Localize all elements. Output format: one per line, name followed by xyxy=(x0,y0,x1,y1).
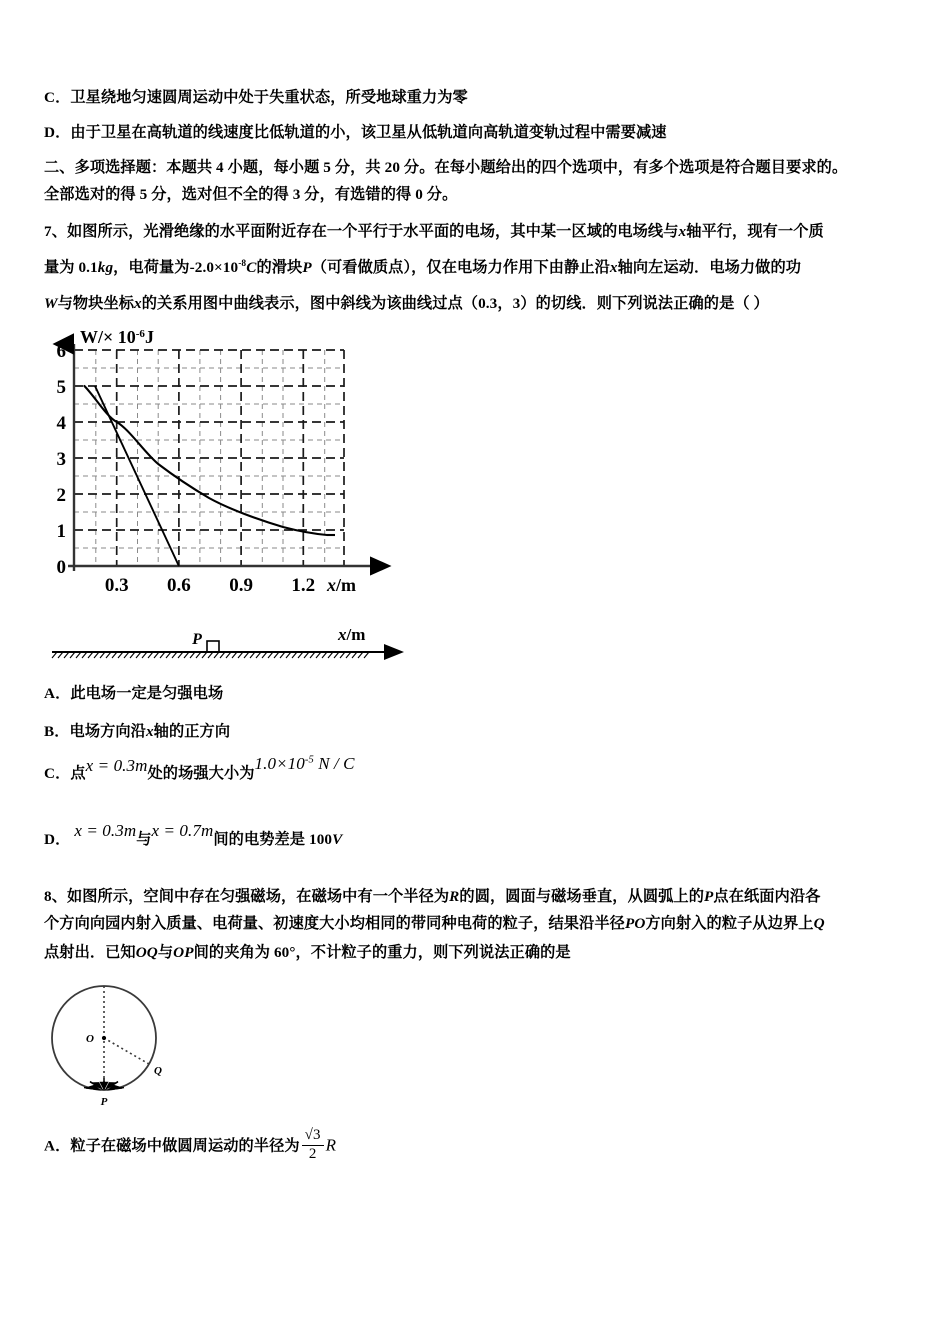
question8-stem-line3 xyxy=(44,944,571,962)
center-point-o xyxy=(102,1036,106,1040)
q7-stem-1-x: x xyxy=(678,223,687,240)
q7-option-c-text-b: 处的场强大小为 xyxy=(147,765,255,782)
q7-option-d-text-a: 与 xyxy=(136,831,152,848)
label-p: P xyxy=(100,1096,108,1108)
chart-svg xyxy=(44,326,394,616)
radius-oq-dotted xyxy=(104,1038,149,1064)
x-tick-0.3: 0.3 xyxy=(104,575,129,596)
q7-option-a xyxy=(44,685,223,703)
q7-option-c xyxy=(44,754,355,783)
q8-option-a-R: R xyxy=(325,1135,337,1155)
prev-option-c xyxy=(44,89,468,107)
q7-stem-1b: 轴平行，现有一个质 xyxy=(686,223,824,240)
q7-option-c-math2-mant: 1.0×10 xyxy=(254,754,305,773)
q7-option-c-math1: x = 0.3m xyxy=(85,756,148,775)
prev-option-d-letter: D． xyxy=(44,124,71,141)
q7-option-b-text-b: 轴的正方向 xyxy=(153,723,231,740)
ground-svg xyxy=(44,612,444,674)
y-tick-6: 6 xyxy=(56,341,66,362)
q8-stem-1-P: P xyxy=(704,888,714,905)
q7-option-b-text-a: 电场方向沿 xyxy=(69,723,146,740)
y-axis-title: $W/\times 10^{-6}J$ xyxy=(80,327,154,347)
q8-stem-1b: 的圆，圆面与磁场垂直，从圆弧上的 xyxy=(459,888,705,905)
question8-stem-line1 xyxy=(44,888,820,906)
q7-option-c-math2-exp: -5 xyxy=(304,754,314,766)
block-p xyxy=(207,641,219,652)
q7-stem-2-kg: kg xyxy=(97,259,114,276)
magnetic-field-circle-diagram xyxy=(46,978,276,1108)
q8-stem-3-OQ: OQ xyxy=(135,944,158,961)
work-curve xyxy=(84,386,327,535)
x-tick-1.2: 1.2 xyxy=(291,575,316,596)
q8-stem-1c: 点在纸面内沿各 xyxy=(713,888,821,905)
q7-option-d-math2: x = 0.7m xyxy=(151,821,214,840)
prev-option-c-text: 卫星绕地匀速圆周运动中处于失重状态，所受地球重力为零 xyxy=(70,89,468,106)
y-tick-3: 3 xyxy=(56,449,66,470)
work-vs-position-chart xyxy=(44,326,394,616)
q7-option-d-text-b: 间的电势差是 100 xyxy=(213,831,333,848)
y-tick-1: 1 xyxy=(56,521,66,542)
x-tick-0.9: 0.9 xyxy=(229,575,253,596)
y-tick-0: 0 xyxy=(56,557,66,578)
q7-stem-2-C: C xyxy=(246,259,257,276)
prev-option-d xyxy=(44,124,667,142)
q8-stem-1a: 8、如图所示，空间中存在匀强磁场，在磁场中有一个半径为 xyxy=(44,888,450,905)
q8-option-a-text: 粒子在磁场中做圆周运动的半径为 xyxy=(70,1137,300,1155)
q8-stem-3-OP: OP xyxy=(173,944,194,961)
section-header-line2: 全部选对的得 5 分，选对但不全的得 3 分，有选错的得 0 分。 xyxy=(44,186,458,203)
q7-option-c-math2 xyxy=(255,754,355,773)
q7-option-c-text-a: 点 xyxy=(70,765,86,782)
q7-option-c-math2-unit: N / C xyxy=(313,754,355,773)
q7-stem-2a: 量为 0.1 xyxy=(44,259,98,276)
q8-option-a-fraction xyxy=(302,1128,324,1163)
q7-stem-3-x: x xyxy=(134,295,142,312)
q8-stem-3c: 间的夹角为 60°，不计粒子的重力，则下列说法正确的是 xyxy=(193,944,571,961)
y-tick-4: 4 xyxy=(56,413,66,434)
q8-stem-2-PO: PO xyxy=(624,915,646,932)
q8-stem-2a: 个方向向园内射入质量、电荷量、初速度大小均相同的带同种电荷的粒子，结果沿半径 xyxy=(44,915,625,932)
x-axis-title: x/m xyxy=(327,575,356,595)
q7-stem-3a: 与物块坐标 xyxy=(57,295,135,312)
q8-option-a-letter: A． xyxy=(44,1137,71,1155)
q8-stem-3a: 点射出．已知 xyxy=(44,944,136,961)
y-tick-5: 5 xyxy=(56,377,66,398)
q7-option-a-text: 此电场一定是匀强电场 xyxy=(70,685,224,702)
q7-stem-2d: 的滑块 xyxy=(256,259,303,276)
question8-stem-line2 xyxy=(44,915,825,933)
question7-stem-line3 xyxy=(44,295,769,313)
prev-option-d-text: 由于卫星在高轨道的线速度比低轨道的小，该卫星从低轨道向高轨道变轨过程中需要减速 xyxy=(70,124,667,141)
q7-stem-2f: 轴向左运动．电场力做的功 xyxy=(617,259,802,276)
q7-option-d-math1: x = 0.3m xyxy=(74,821,137,840)
q7-stem-2e: （可看做质点），仅在电场力作用下由静止沿 xyxy=(311,259,610,276)
q7-stem-1a: 7、如图所示，光滑绝缘的水平面附近存在一个平行于水平面的电场，其中某一区域的电场线与 xyxy=(44,223,679,240)
q7-option-b-x: x xyxy=(145,723,154,740)
q7-stem-3b: 的关系用图中曲线表示，图中斜线为该曲线过点（0.3，3）的切线．则下列说法正确的是（ ） xyxy=(141,295,769,312)
q7-option-a-letter: A． xyxy=(44,685,71,702)
incoming-particle-arrows xyxy=(84,1078,124,1090)
fraction-denominator: 2 xyxy=(308,1146,317,1163)
ground-axis-label: x/m xyxy=(338,625,366,644)
circle-svg xyxy=(46,978,276,1108)
block-p-label: P xyxy=(192,631,202,648)
question7-stem-line1 xyxy=(44,223,824,241)
q8-stem-1-R: R xyxy=(449,888,460,905)
x-tick-0.6: 0.6 xyxy=(167,575,191,596)
prev-option-c-letter: C． xyxy=(44,89,71,106)
q8-stem-2b: 方向射入的粒子从边界上 xyxy=(645,915,814,932)
label-q: Q xyxy=(154,1065,162,1077)
q7-option-d xyxy=(44,821,343,849)
section-header-line1: 二、多项选择题：本题共 4 小题，每小题 5 分，共 20 分。在每小题给出的四个选项中，有多个选项是符合题目要求的。 xyxy=(44,159,848,176)
q8-stem-2-Q: Q xyxy=(813,915,825,932)
q7-stem-3-W: W xyxy=(44,295,58,312)
q8-stem-3b: 与 xyxy=(157,944,174,961)
label-o: O xyxy=(86,1033,94,1045)
q7-stem-2-sup: -8 xyxy=(238,258,247,269)
q7-stem-2-x: x xyxy=(609,259,618,276)
ground-surface-diagram xyxy=(44,612,444,674)
y-tick-labels xyxy=(57,341,67,578)
q7-option-b xyxy=(44,723,230,741)
q7-option-d-V: V xyxy=(332,831,343,848)
question7-stem-line2 xyxy=(44,259,801,277)
q8-option-a xyxy=(44,1128,336,1163)
x-tick-labels xyxy=(105,575,315,596)
q7-option-c-letter: C． xyxy=(44,765,71,782)
q7-option-b-letter: B． xyxy=(44,723,70,740)
fraction-numerator: √3 xyxy=(304,1127,321,1143)
q7-stem-2-P: P xyxy=(302,259,312,276)
y-tick-2: 2 xyxy=(56,485,66,506)
q7-option-d-letter: D． xyxy=(44,831,71,848)
q7-stem-2b: ，电荷量为-2.0×10 xyxy=(113,259,239,276)
